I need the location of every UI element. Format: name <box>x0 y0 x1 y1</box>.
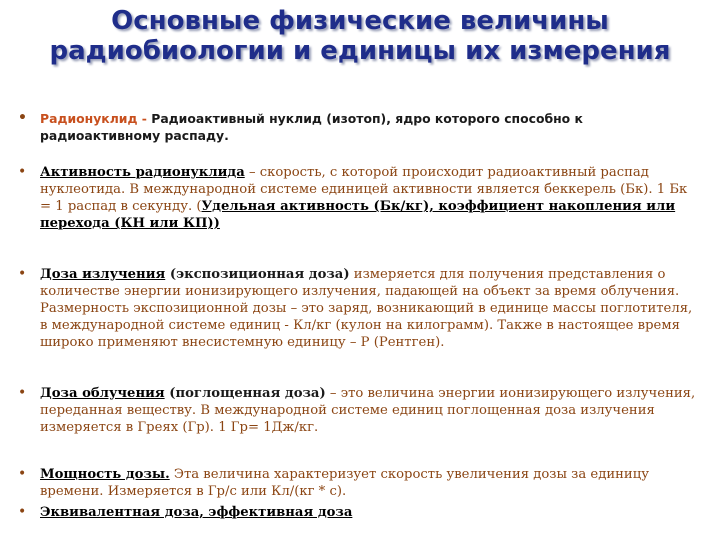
list-item-dose-rate <box>16 466 696 500</box>
slide-title: Основные физические величины радиобиологии и единицы их измерения <box>49 6 671 66</box>
definition-activity: – скорость, с которой происходит радиоактивный распад нуклеотида. В международной системе единицей активности является беккерель (Бк). 1 Бк = 1 распад в секунду. ( <box>40 165 688 214</box>
term-equivalent-dose: Эквивалентная доза, эффективная доза <box>40 505 353 520</box>
term-exposure-dose: Доза излучения <box>40 267 166 282</box>
definitions-list <box>16 110 696 521</box>
term-activity: Активность радионуклида <box>40 165 245 180</box>
qualifier-absorbed-dose: (поглощенная доза) <box>164 386 326 401</box>
definition-absorbed-dose: – это величина энергии ионизирующего излучения, переданная веществу. В международной системе единиц поглощенная доза излучения измеряется в Греях (Гр). 1 Гр= 1Дж/кг. <box>40 386 696 435</box>
list-item-exposure-dose <box>16 266 696 351</box>
definition-radionuclide: Радиоактивный нуклид (изотоп), ядро которого способно к радиоактивному распаду. <box>40 111 583 143</box>
list-item-absorbed-dose <box>16 385 696 436</box>
definition-exposure-dose: измеряется для получения представления о количестве энергии ионизирующего излучения, падающей на объект за время облучения. Размерность экспозиционной дозы – это заряд, возникающий в единице массы поглотителя, в международной системе единиц - Кл/кг (кулон на килограмм). Также в настоящее время широко применяют внесистемную единицу – Р (Рентген). <box>40 267 693 350</box>
qualifier-exposure-dose: (экспозиционная доза) <box>165 267 350 282</box>
specific-activity-note: Удельная активность (Бк/кг), коэффициент накопления или перехода (КН или КП)) <box>40 199 676 231</box>
term-radionuclide: Радионуклид - <box>40 111 152 126</box>
term-dose-rate: Мощность дозы. <box>40 467 170 482</box>
term-absorbed-dose: Доза облучения <box>40 386 165 401</box>
definition-dose-rate: Эта величина характеризует скорость увеличения дозы за единицу времени. Измеряется в Гр/с или Кл/(кг * с). <box>40 467 649 499</box>
list-item-activity <box>16 164 696 232</box>
list-item-radionuclide <box>16 110 696 144</box>
list-item-equivalent-dose <box>16 504 696 521</box>
